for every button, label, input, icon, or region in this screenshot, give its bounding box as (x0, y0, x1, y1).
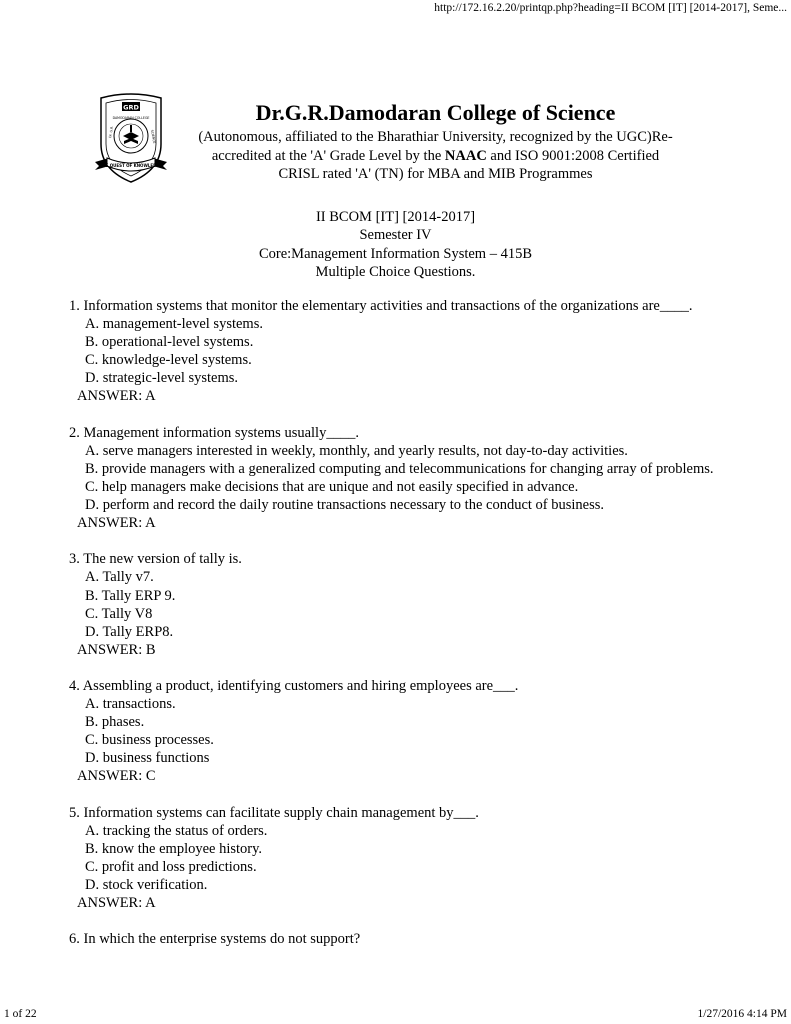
option-c: C. profit and loss predictions. (85, 858, 257, 875)
print-url-header: http://172.16.2.20/printqp.php?heading=II BCOM [IT] [2014-2017], Seme... (434, 2, 787, 14)
question-3 (69, 550, 749, 659)
svg-text:THE QUEST OF KNOWLEDGE: THE QUEST OF KNOWLEDGE (99, 163, 163, 168)
accreditation-line-2: accredited at the 'A' Grade Level by the NAAC and ISO 9001:2008 Certified (211, 147, 660, 164)
course-paper: Core:Management Information System – 415B (258, 245, 533, 262)
option-a: A. serve managers interested in weekly, monthly, and yearly results, not day-to-day activities. (85, 442, 628, 459)
answer: ANSWER: C (77, 768, 156, 785)
option-c: C. business processes. (85, 732, 214, 749)
svg-text:DAMODARAN COLLEGE: DAMODARAN COLLEGE (112, 116, 150, 120)
option-b: B. know the employee history. (85, 840, 263, 857)
option-a: A. tracking the status of orders. (85, 822, 268, 839)
option-b: B. phases. (85, 714, 145, 731)
course-batch: II BCOM [IT] [2014-2017] (315, 209, 476, 225)
question-text: 6. In which the enterprise systems do not support? (69, 931, 361, 948)
option-b: B. Tally ERP 9. (85, 587, 176, 604)
question-text: 2. Management information systems usually____. (69, 424, 359, 441)
svg-text:Dr. G.R.: Dr. G.R. (108, 125, 115, 139)
option-c: C. knowledge-level systems. (85, 352, 252, 369)
svg-text:GRD: GRD (123, 103, 139, 112)
college-accreditation (0, 125, 791, 184)
answer: ANSWER: A (77, 515, 156, 532)
option-c: C. Tally V8 (85, 605, 153, 622)
option-c: C. help managers make decisions that are unique and not easily specified in advance. (85, 478, 579, 495)
answer: ANSWER: A (77, 895, 156, 912)
question-text: 3. The new version of tally is. (69, 551, 242, 568)
college-name: Dr.G.R.Damodaran College of Science (255, 100, 616, 125)
option-d: D. business functions (85, 750, 210, 767)
question-4 (69, 677, 749, 786)
answer: ANSWER: A (77, 388, 156, 405)
course-info (0, 208, 791, 281)
accreditation-line-3: CRISL rated 'A' (TN) for MBA and MIB Programmes (278, 166, 593, 182)
question-2 (69, 424, 749, 533)
option-a: A. Tally v7. (85, 569, 154, 586)
option-d: D. perform and record the daily routine transactions necessary to the conduct of business. (85, 497, 605, 514)
answer: ANSWER: B (77, 641, 156, 658)
option-d: D. strategic-level systems. (85, 370, 239, 387)
question-text: 5. Information systems can facilitate supply chain management by___. (69, 804, 479, 821)
option-b: B. provide managers with a generalized computing and telecommunications for changing array of problems. (85, 460, 714, 477)
option-d: D. Tally ERP8. (85, 623, 174, 640)
page-number: 1 of 22 (4, 1008, 37, 1020)
course-semester: Semester IV (359, 227, 432, 244)
question-6 (69, 930, 749, 948)
option-a: A. management-level systems. (85, 316, 263, 333)
question-1 (69, 297, 749, 406)
question-5 (69, 804, 749, 913)
option-a: A. transactions. (85, 696, 176, 713)
question-text: 4. Assembling a product, identifying customers and hiring employees are___. (69, 677, 519, 694)
svg-text:SCIENCE: SCIENCE (150, 129, 157, 144)
question-text: 1. Information systems that monitor the elementary activities and transactions of the organizations are____. (69, 298, 693, 314)
print-datetime: 1/27/2016 4:14 PM (697, 1008, 787, 1020)
option-d: D. stock verification. (85, 877, 208, 893)
question-list (69, 297, 749, 966)
accreditation-line-1: (Autonomous, affiliated to the Bharathiar University, recognized by the UGC)Re- (198, 129, 673, 145)
option-b: B. operational-level systems. (85, 334, 254, 351)
question-type: Multiple Choice Questions. (315, 263, 476, 280)
